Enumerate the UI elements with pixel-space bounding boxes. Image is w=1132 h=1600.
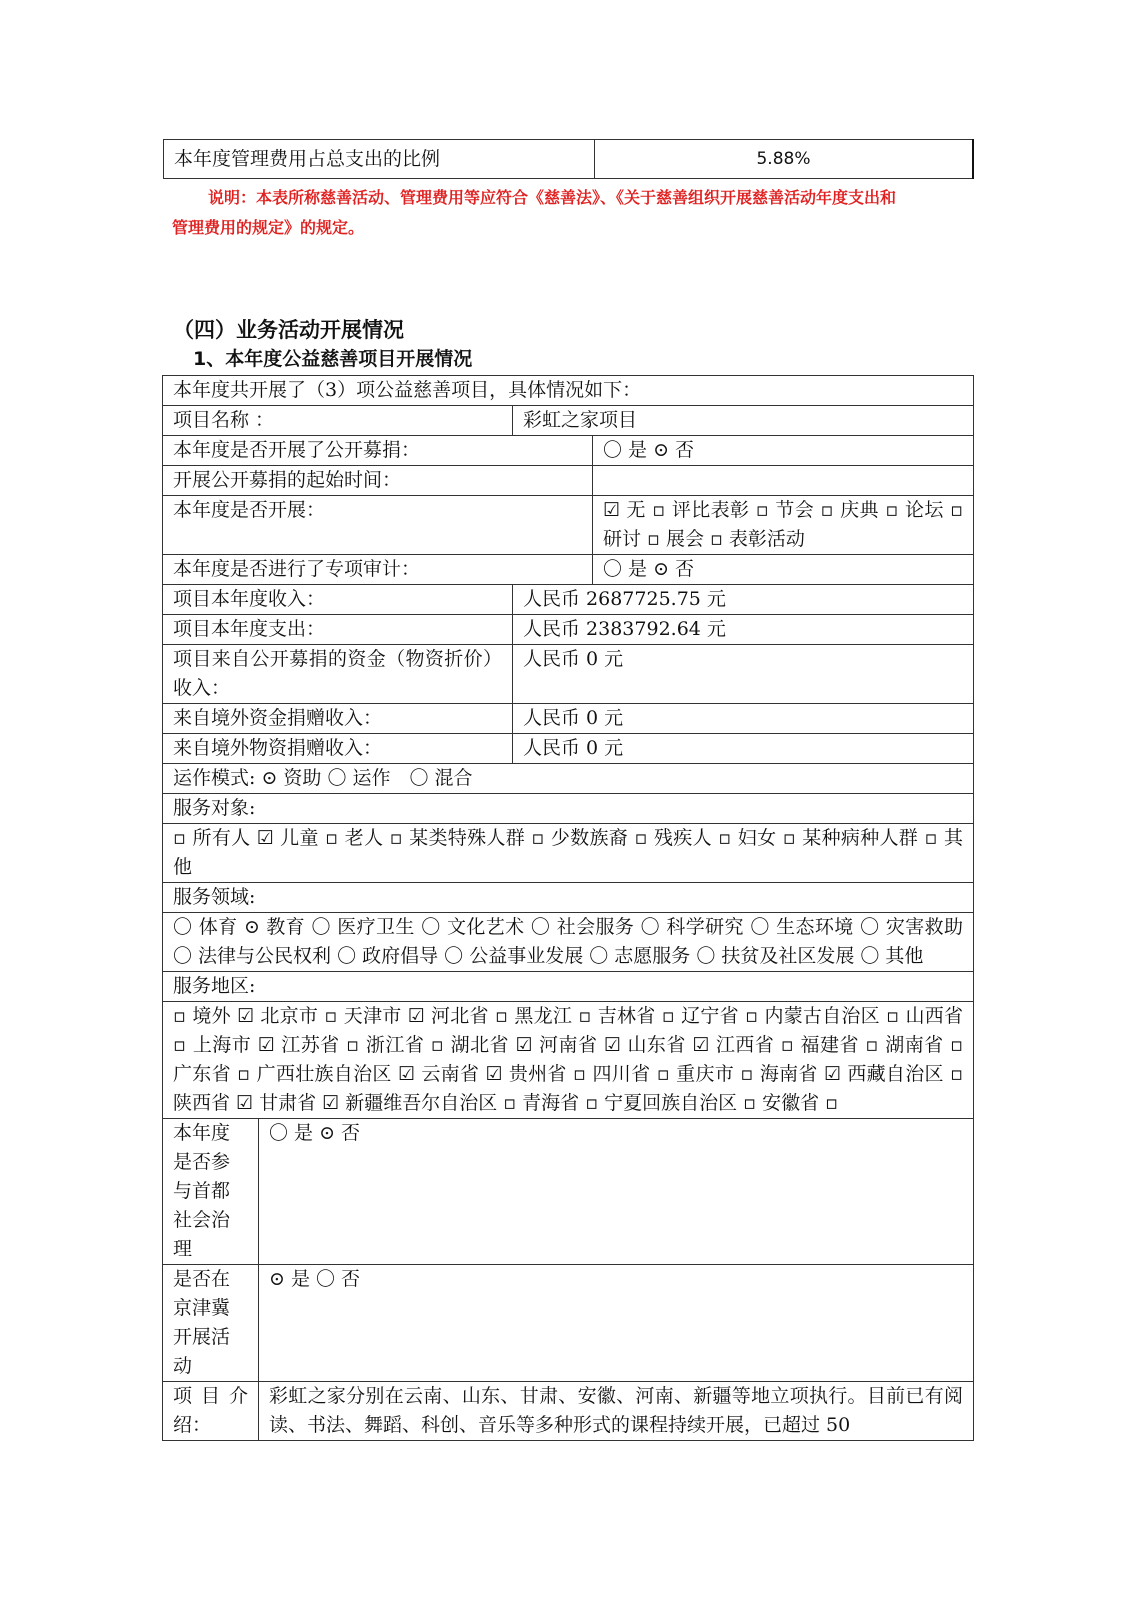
public-income-label: 项目来自公开募捐的资金（物资折价）收入： xyxy=(163,645,513,704)
management-ratio-value: 5.88% xyxy=(595,140,974,179)
capital-governance-value: 〇 是 ⊙ 否 xyxy=(259,1119,974,1265)
service-field-value: 〇 体育 ⊙ 教育 〇 医疗卫生 〇 文化艺术 〇 社会服务 〇 科学研究 〇 生态环境 〇 灾害救助 〇 法律与公民权利 〇 政府倡导 〇 公益事业发展 〇 志愿服务 〇 扶贫及社区发展 〇 其他 xyxy=(163,913,974,972)
foreign-goods-label: 来自境外物资捐赠收入： xyxy=(163,734,513,764)
project-count: 本年度共开展了（3）项公益慈善项目，具体情况如下： xyxy=(163,376,974,406)
project-intro-label: 项 目 介 绍： xyxy=(163,1382,259,1441)
jjj-activity-label: 是否在京津冀开展活动 xyxy=(163,1265,259,1382)
management-ratio-table xyxy=(163,139,974,179)
income-value: 人民币 2687725.75 元 xyxy=(513,585,974,615)
project-table xyxy=(162,375,974,1441)
operation-mode: 运作模式: ⊙ 资助 〇 运作 〇 混合 xyxy=(163,764,974,794)
activities-value: ☑ 无 ▫ 评比表彰 ▫ 节会 ▫ 庆典 ▫ 论坛 ▫ 研讨 ▫ 展会 ▫ 表彰活动 xyxy=(593,496,974,555)
activities-label: 本年度是否开展： xyxy=(163,496,593,555)
service-target-value: ▫ 所有人 ☑ 儿童 ▫ 老人 ▫ 某类特殊人群 ▫ 少数族裔 ▫ 残疾人 ▫ 妇女 ▫ 某种病种人群 ▫ 其他 xyxy=(163,824,974,883)
income-label: 项目本年度收入： xyxy=(163,585,513,615)
section-title: （四）业务活动开展情况 xyxy=(173,318,404,342)
project-name-label: 项目名称 ： xyxy=(163,406,513,436)
fundraise-start-value xyxy=(593,466,974,496)
audit-value: 〇 是 ⊙ 否 xyxy=(593,555,974,585)
fundraise-start-label: 开展公开募捐的起始时间： xyxy=(163,466,593,496)
foreign-goods-value: 人民币 0 元 xyxy=(513,734,974,764)
note-line-2: 管理费用的规定》的规定。 xyxy=(172,218,365,237)
jjj-activity-value: ⊙ 是 〇 否 xyxy=(259,1265,974,1382)
foreign-fund-value: 人民币 0 元 xyxy=(513,704,974,734)
public-income-value: 人民币 0 元 xyxy=(513,645,974,704)
explanation-note xyxy=(172,183,972,243)
public-fundraise-value: 〇 是 ⊙ 否 xyxy=(593,436,974,466)
service-area-value: ▫ 境外 ☑ 北京市 ▫ 天津市 ☑ 河北省 ▫ 黑龙江 ▫ 吉林省 ▫ 辽宁省 ▫ 内蒙古自治区 ▫ 山西省 ▫ 上海市 ☑ 江苏省 ▫ 浙江省 ▫ 湖北省 ☑ 河南省 ☑ 山东省 ☑ 江西省 ▫ 福建省 ▫ 湖南省 ▫ 广东省 ▫ 广西壮族自治区 ☑ 云南省 ☑ 贵州省 ▫ 四川省 ▫ 重庆市 ▫ 海南省 ☑ 西藏自治区 ▫ 陕西省 ☑ 甘肃省 ☑ 新疆维吾尔自治区 ▫ 青海省 ▫ 宁夏回族自治区 ▫ 安徽省 ▫ xyxy=(163,1002,974,1119)
project-intro-value: 彩虹之家分别在云南、山东、甘肃、安徽、河南、新疆等地立项执行。目前已有阅读、书法、舞蹈、科创、音乐等多种形式的课程持续开展，已超过 50 xyxy=(259,1382,974,1441)
capital-governance-label: 本年度是否参与首都社会治理 xyxy=(163,1119,259,1265)
foreign-fund-label: 来自境外资金捐赠收入： xyxy=(163,704,513,734)
subsection-title: 1、本年度公益慈善项目开展情况 xyxy=(193,348,473,370)
service-field-label: 服务领域: xyxy=(163,883,974,913)
expense-value: 人民币 2383792.64 元 xyxy=(513,615,974,645)
service-target-label: 服务对象: xyxy=(163,794,974,824)
note-line-1: 说明：本表所称慈善活动、管理费用等应符合《慈善法》、《关于慈善组织开展慈善活动年度支出和 xyxy=(208,188,897,207)
management-ratio-label: 本年度管理费用占总支出的比例 xyxy=(164,140,595,179)
service-area-label: 服务地区: xyxy=(163,972,974,1002)
project-name-value: 彩虹之家项目 xyxy=(513,406,974,436)
expense-label: 项目本年度支出： xyxy=(163,615,513,645)
audit-label: 本年度是否进行了专项审计： xyxy=(163,555,593,585)
public-fundraise-label: 本年度是否开展了公开募捐： xyxy=(163,436,593,466)
